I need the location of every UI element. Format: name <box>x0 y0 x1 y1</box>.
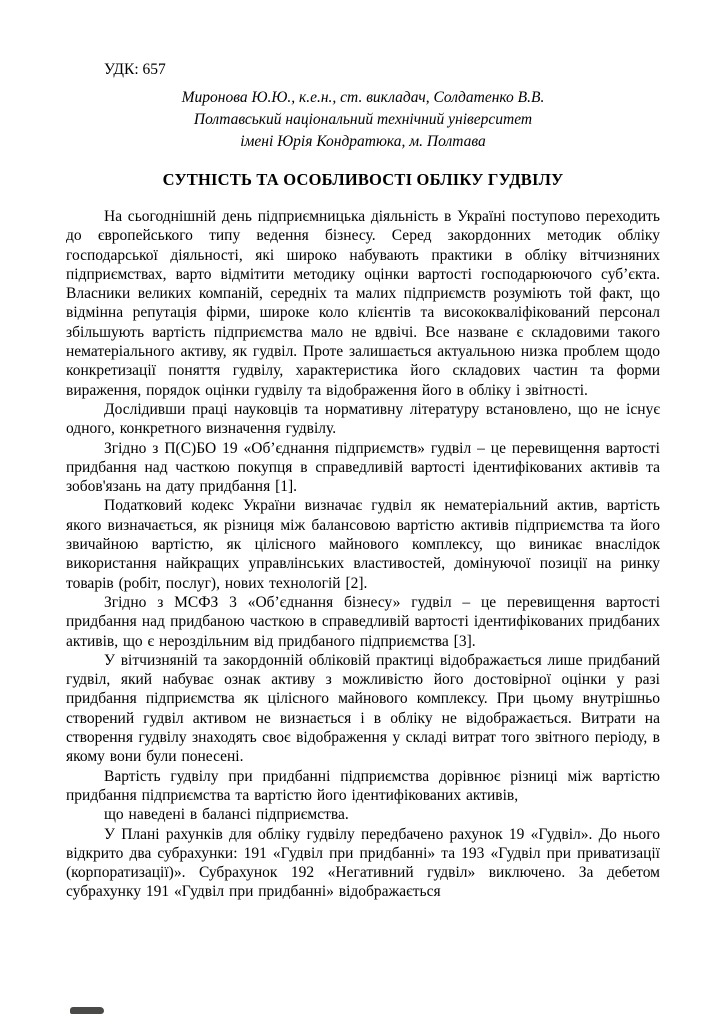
affiliation-line-2: імені Юрія Кондратюка, м. Полтава <box>240 133 486 150</box>
paragraph-goodwill-value: Вартість гудвілу при придбанні підприємства дорівнює різниці між вартістю придбання підприємства та вартістю його ідентифікованих активів, <box>66 767 660 804</box>
paragraph-research-note: Дослідивши праці науковців та нормативну літературу встановлено, що не існує одного, конкретного визначення гудвілу. <box>66 400 660 438</box>
authors-line: Миронова Ю.Ю., к.е.н., ст. викладач, Солдатенко В.В. <box>181 89 545 106</box>
paragraph-intro: На сьогоднішній день підприємницька діяльність в Україні поступово переходить до європейського типу ведення бізнесу. Серед закордонних методик обліку господарської діяльності, які широко набувають практики в обліку вітчизняних підприємствах, варто відмітити методику оцінки вартості господарюючого суб’єкта. Власники великих компаній, середніх та малих підприємств розуміють той факт, що відмінна репутація фірми, широке коло клієнтів та висококваліфікований персонал збільшують вартість підприємства мало не вдвічі. Все назване є складовими такого нематеріального активу, як гудвіл. Проте залишається актуальною низка проблем щодо конкретизації поняття гудвілу, характеристика його складових частин та форми вираження, порядок оцінки гудвілу та відображення його в обліку і звітності. <box>66 208 660 399</box>
paragraph-psbo19-definition: Згідно з П(С)БО 19 «Об’єднання підприємств» гудвіл – це перевищення вартості придбання над часткою покупця в справедливій вартості ідентифікованих активів та зобов'язань на дату придбання [1]. <box>66 439 660 496</box>
paragraph-tax-code-definition: Податковий кодекс України визначає гудвіл як нематеріальний актив, вартість якого визначається, як різниця між балансовою вартістю активів підприємства та його звичайною вартістю, як цілісного майнового комплексу, що виникає внаслідок використання найкращих управлінських властивостей, домінуючої позиції на ринку товарів (робіт, послуг), нових технологій [2]. <box>66 497 660 592</box>
paragraph-acquired-goodwill: У вітчизняній та закордонній обліковій практиці відображається лише придбаний гудвіл, який набуває ознак активу з можливістю його достовірної оцінки у разі придбання підприємства як цілісного майнового комплексу. При цьому внутрішньо створений гудвіл активом не визнається і в обліку не відображається. Витрати на створення гудвілу знаходять своє відображення у складі витрат того звітного періоду, в якому вони були понесені. <box>66 651 660 766</box>
paragraph-goodwill-value-continued: що наведені в балансі підприємства. <box>104 806 349 824</box>
paragraph-chart-of-accounts: У Плані рахунків для обліку гудвілу передбачено рахунок 19 «Гудвіл». До нього відкрито два субрахунки: 191 «Гудвіл при придбанні» та 193 «Гудвіл при приватизації (корпоратизації)». Субрахунок 192 «Негативний гудвіл» виключено. За дебетом субрахунку 191 «Гудвіл при придбанні» відображається <box>66 825 660 901</box>
article-title: СУТНІСТЬ ТА ОСОБЛИВОСТІ ОБЛІКУ ГУДВІЛУ <box>162 170 564 189</box>
paragraph-msfz3-definition: Згідно з МСФЗ 3 «Об’єднання бізнесу» гудвіл – це перевищення вартості придбання над придбаною часткою в справедливій вартості ідентифікованих придбаних активів, що є нероздільним від придбаного підприємства [3]. <box>66 593 660 650</box>
affiliation-line-1: Полтавський національний технічний університет <box>193 111 533 128</box>
udc-number: УДК: 657 <box>104 61 166 78</box>
scan-artifact <box>70 1007 104 1014</box>
